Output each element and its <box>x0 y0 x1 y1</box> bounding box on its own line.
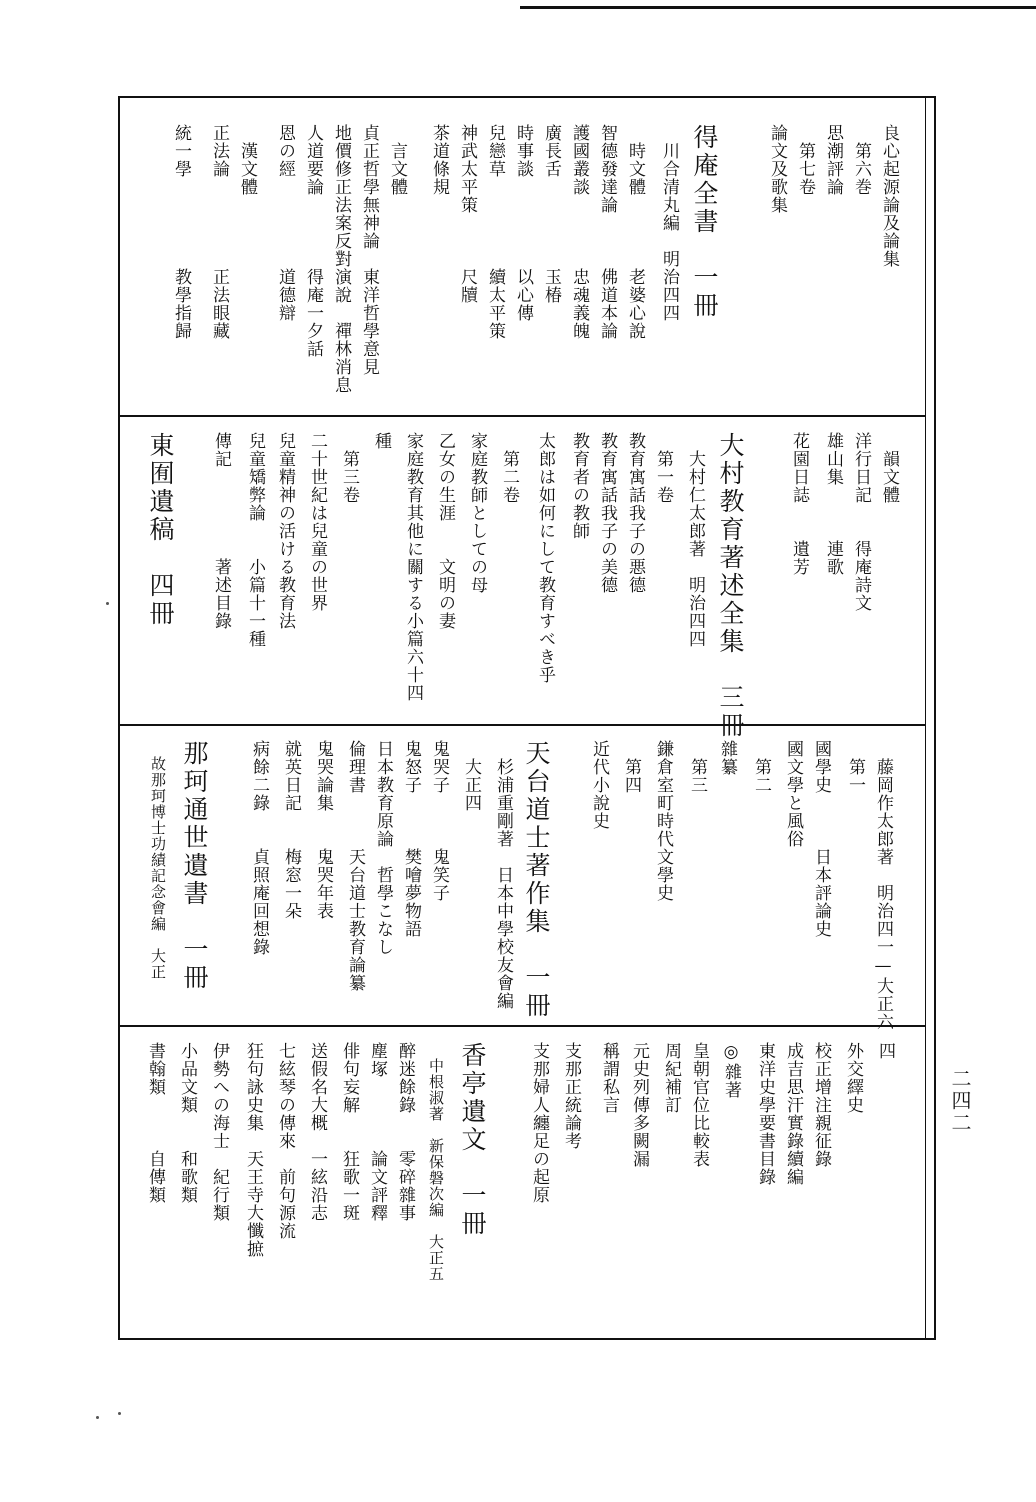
text-column: 俳句妄解 狂歌一斑 <box>339 1042 359 1222</box>
text-column: 周紀補訂 <box>661 1042 681 1114</box>
text-column: 傳記 著述目錄 <box>211 432 231 630</box>
text-column: 元史列傳多闕漏 <box>629 1042 649 1168</box>
page-number: 二四二 <box>948 1068 972 1134</box>
text-column: 教育者の教師 <box>569 432 589 540</box>
text-column: 國文學と風俗 <box>783 740 803 848</box>
text-column: 教育寓話我子の美德 <box>597 432 617 594</box>
text-column: 第三卷 <box>339 432 359 504</box>
text-column: 川合清丸編 明治四四 <box>659 124 679 322</box>
margin-rule <box>925 96 926 1340</box>
section-divider-3 <box>120 1025 926 1027</box>
text-column: 國學史 日本評論史 <box>811 740 831 938</box>
text-column: 種 <box>371 432 391 450</box>
text-column: 支那正統論考 <box>561 1042 581 1150</box>
text-column: 乙女の生涯 文明の妻 <box>435 432 455 630</box>
text-column: 大正四 <box>461 740 481 812</box>
text-column: 鬼怒子 樊噲夢物語 <box>401 740 421 938</box>
text-column: 神武太平策 尺牘 <box>457 124 477 304</box>
text-column: 言文體 <box>387 124 407 196</box>
text-column: 時文體 老婆心說 <box>625 124 645 340</box>
section-divider-2 <box>120 724 926 726</box>
text-column: 第一卷 <box>653 432 673 504</box>
text-column: 第七卷 <box>795 124 815 196</box>
text-column: 大村仁太郎著 明治四四 <box>685 432 705 648</box>
scan-speck <box>106 602 109 605</box>
text-column: 洋行日記 得庵詩文 <box>851 432 871 612</box>
text-column: 第六巻 <box>851 124 871 196</box>
text-column: 送假名大概 一絃沿志 <box>307 1042 327 1222</box>
book-title: 香亭遺文 一冊 <box>458 1042 487 1238</box>
text-column: 狂句詠史集 天王寺大懺摭 <box>243 1042 263 1258</box>
text-column: 皇朝官位比較表 <box>689 1042 709 1168</box>
text-column: 良心起源論及論集 <box>879 124 899 268</box>
text-column: 第一 <box>845 740 865 794</box>
text-column: 書翰類 自傳類 <box>145 1042 165 1204</box>
text-column: 鬼哭子 鬼笑子 <box>429 740 449 902</box>
text-column: 外交繹史 <box>843 1042 863 1114</box>
text-column: 二十世紀は兒童の世界 <box>307 432 327 612</box>
text-column: 家庭教師としての母 <box>467 432 487 594</box>
text-column: 第二 <box>751 740 771 794</box>
text-column: 東洋史學要書目錄 <box>755 1042 775 1186</box>
text-column: 醉迷餘錄 零碎雜事 <box>395 1042 415 1222</box>
text-column: 倫理書 天台道士教育論纂 <box>345 740 365 992</box>
text-column: 時事談 以心傳 <box>513 124 533 322</box>
text-column: 稱謂私言 <box>599 1042 619 1114</box>
text-column: 茶道條規 <box>429 124 449 196</box>
text-column: 兒戀草 續太平策 <box>485 124 505 340</box>
text-column: 貞正哲學無神論 東洋哲學意見 <box>359 124 379 376</box>
text-column: 鎌倉室町時代文學史 <box>653 740 673 902</box>
text-column: 統一學 教學指歸 <box>171 124 191 340</box>
text-column: 家庭教育其他に關する小篇六十四 <box>403 432 423 702</box>
scan-speck <box>96 1416 99 1419</box>
book-title: 天台道士著作集 一冊 <box>522 740 551 1020</box>
text-column: 就英日記 梅窓一朵 <box>281 740 301 920</box>
text-column: 恩の經 道德辯 <box>275 124 295 322</box>
top-edge-mark <box>520 6 1036 9</box>
text-column: 智德發達論 佛道本論 <box>597 124 617 340</box>
text-column: 廣長舌 玉椿 <box>541 124 561 304</box>
book-title: 那珂通世遺書 一冊 <box>180 740 209 992</box>
text-column: 校正增注親征錄 <box>811 1042 831 1168</box>
text-column: 兒童矯弊論 小篇十一種 <box>245 432 265 648</box>
text-column: 七絃琴の傳來 前句源流 <box>275 1042 295 1240</box>
text-column: 第二卷 <box>499 432 519 504</box>
text-column: 伊勢への海士 紀行類 <box>209 1042 229 1222</box>
text-column: 人道要論 得庵一夕話 <box>303 124 323 358</box>
text-column: 故那珂博士功績記念會編 大正 <box>149 740 167 980</box>
book-title: 東囿遺稿 四冊 <box>146 432 175 628</box>
text-column: 病餘二錄 貞照庵回想錄 <box>249 740 269 956</box>
scan-speck <box>118 1412 121 1415</box>
text-column: ◎雜著 <box>721 1042 741 1099</box>
text-column: 正法論 正法眼藏 <box>209 124 229 340</box>
text-column: 思潮評論 <box>823 124 843 196</box>
text-column: 塵塚 論文評釋 <box>367 1042 387 1222</box>
text-column: 支那婦人纏足の起原 <box>529 1042 549 1204</box>
text-column: 護國叢談 忠魂義魄 <box>569 124 589 340</box>
text-column: 地價修正法案反對演說 禪林消息 <box>331 124 351 394</box>
text-column: 日本教育原論 哲學こなし <box>373 740 393 956</box>
text-column: 四 <box>875 1042 895 1060</box>
text-column: 韻文體 <box>879 432 899 504</box>
text-column: 藤岡作太郎著 明治四一—大正六 <box>873 740 893 1031</box>
book-title: 大村教育著述全集 三冊 <box>716 432 745 740</box>
text-column: 漢文體 <box>237 124 257 196</box>
text-column: 中根淑著 新保磐次編 大正五 <box>427 1042 445 1282</box>
text-column: 第四 <box>621 740 641 794</box>
book-title: 得庵全書 一冊 <box>690 124 719 320</box>
text-column: 雜纂 <box>717 740 737 776</box>
text-column: 鬼哭論集 鬼哭年表 <box>313 740 333 920</box>
text-column: 太郎は如何にして教育すべき乎 <box>535 432 555 684</box>
text-column: 兒童精神の活ける教育法 <box>275 432 295 630</box>
text-column: 成吉思汗實錄續編 <box>783 1042 803 1186</box>
text-column: 教育寓話我子の悪德 <box>625 432 645 594</box>
text-column: 小品文類 和歌類 <box>177 1042 197 1204</box>
text-column: 論文及歌集 <box>767 124 787 214</box>
text-column: 近代小說史 <box>589 740 609 830</box>
text-column: 杉浦重剛著 日本中學校友會編 <box>493 740 513 1010</box>
text-column: 花園日誌 遺芳 <box>789 432 809 576</box>
text-column: 第三 <box>687 740 707 794</box>
section-divider-1 <box>120 415 926 417</box>
text-column: 雄山集 連歌 <box>823 432 843 576</box>
